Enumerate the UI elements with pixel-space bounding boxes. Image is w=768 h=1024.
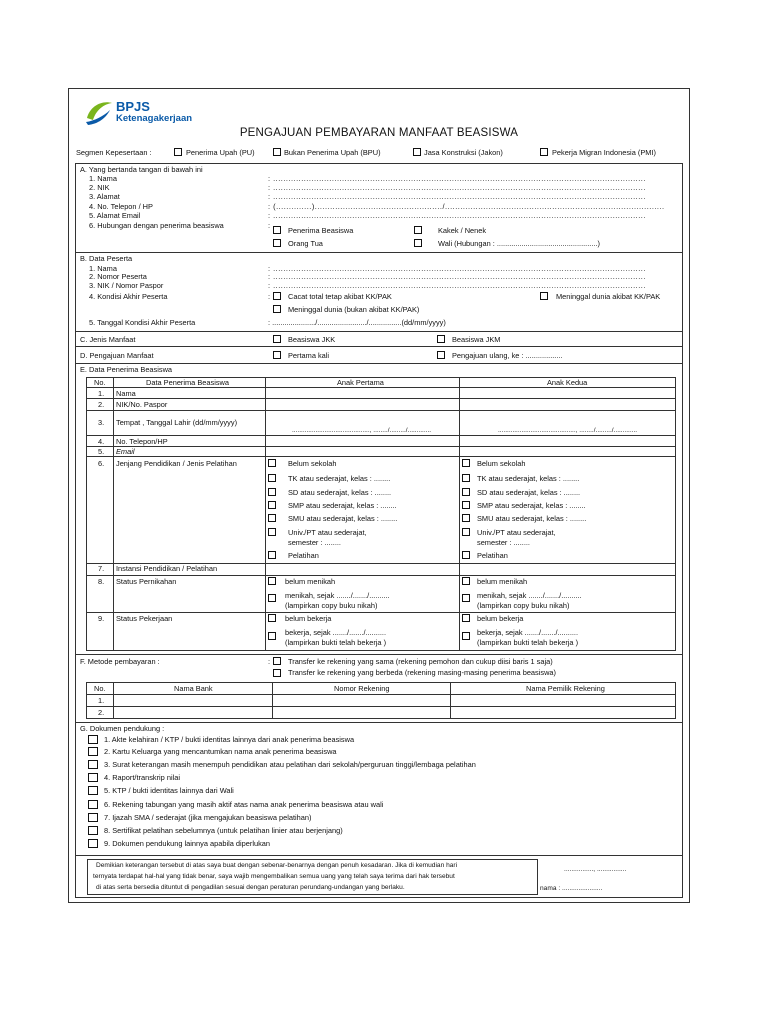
logo-brand: BPJS	[116, 99, 150, 114]
nikah1-note: (lampirkan copy buku nikah)	[285, 601, 378, 610]
jenjang2-smu-checkbox[interactable]	[462, 514, 470, 522]
a-alamat-label: 3. Alamat	[89, 192, 120, 201]
kerja2-belum-label: belum bekerja	[477, 614, 524, 623]
pengajuan-ulang-checkbox[interactable]	[437, 351, 445, 359]
jenjang1-semester-label: semester : ........	[288, 538, 341, 547]
nikah1-belum-label: belum menikah	[285, 577, 336, 586]
table-e-row-label: Instansi Pendidikan / Pelatihan	[116, 564, 218, 573]
table-e-row-label: Status Pernikahan	[116, 577, 177, 586]
table-e-row-label: Tempat , Tanggal Lahir (dd/mm/yyyy)	[116, 418, 238, 427]
nikah2-belum-label: belum menikah	[477, 577, 528, 586]
table-e-row-no: 3.	[98, 418, 105, 427]
a-telepon-label: 4. No. Telepon / HP	[89, 202, 153, 211]
jenjang2-smp-label: SMP atau sederajat, kelas : ........	[477, 501, 586, 510]
b-nik-label: 3. NIK / Nomor Paspor	[89, 281, 164, 290]
table-e-row-no: 7.	[98, 564, 105, 573]
a-hubungan-label: 6. Hubungan dengan penerima beasiswa	[89, 221, 224, 230]
dok-label: 9. Dokumen pendukung lainnya apabila diperlukan	[104, 839, 270, 848]
dok-label: 8. Sertifikat pelatihan sebelumnya (untuk pelatihan linier atau berjenjang)	[104, 826, 343, 835]
table-e-header-no: No.	[94, 378, 106, 387]
b-nomor-label: 2. Nomor Peserta	[89, 272, 147, 281]
table-e-col-divider	[459, 377, 460, 651]
declaration-line: di atas serta bersedia dituntut di pengadilan sesuai dengan peraturan perundang-undangan yang berlaku.	[96, 884, 405, 891]
table-e-row-no: 4.	[98, 437, 105, 446]
jenjang1-sd-checkbox[interactable]	[268, 488, 276, 496]
table-e-row-label: No. Telepon/HP	[116, 437, 168, 446]
pengajuan-ulang-label: Pengajuan ulang, ke : ..................	[452, 351, 563, 360]
bpjs-logo-icon	[84, 98, 114, 126]
table-f-row-no: 1.	[98, 696, 105, 705]
kondisi-meninggal-kk-checkbox[interactable]	[540, 292, 548, 300]
a-email-field[interactable]: : ..................................................................................................................................................	[268, 211, 646, 220]
section-c-title: C. Jenis Manfaat	[80, 335, 136, 344]
transfer-sama-checkbox[interactable]	[273, 657, 281, 665]
jenjang1-smu-checkbox[interactable]	[268, 514, 276, 522]
table-e-row-no: 5.	[98, 447, 105, 456]
jenjang1-belum-checkbox[interactable]	[268, 459, 276, 467]
table-e-row-no: 6.	[98, 459, 105, 468]
a-nama-label: 1. Nama	[89, 174, 117, 183]
beasiswa-jkk-label: Beasiswa JKK	[288, 335, 336, 344]
dok-label: 6. Rekening tabungan yang masih aktif atas nama anak penerima beasiswa atau wali	[104, 800, 384, 809]
dok-checkbox[interactable]	[88, 800, 98, 809]
jenjang2-smu-label: SMU atau sederajat, kelas : ........	[477, 514, 587, 523]
section-e-title: E. Data Penerima Beasiswa	[80, 365, 173, 374]
kondisi-cacat-label: Cacat total tetap akibat KK/PAK	[288, 292, 392, 301]
table-e-row-no: 1.	[98, 389, 105, 398]
ttl-anak2-field[interactable]: ..........................................., ......../........./.............	[498, 427, 638, 434]
table-e-row-label: Nama	[116, 389, 136, 398]
section-f-colon: :	[268, 657, 271, 666]
rel-wali-label: Wali (Hubungan : .................................................)	[438, 239, 600, 248]
dok-checkbox[interactable]	[88, 839, 98, 848]
a-telepon-field[interactable]: : (..............)................................................../......................................................................................	[268, 202, 665, 211]
b-kondisi-colon: :	[268, 292, 271, 301]
section-b-title: B. Data Peserta	[80, 254, 133, 263]
segmen-pmi-checkbox[interactable]	[540, 148, 548, 156]
bpjs-logo	[84, 98, 234, 126]
kerja1-belum-checkbox[interactable]	[268, 614, 276, 622]
transfer-beda-label: Transfer ke rekening yang berbeda (rekening masing-masing penerima beasiswa)	[288, 668, 556, 677]
jenjang1-sd-label: SD atau sederajat, kelas : ........	[288, 488, 392, 497]
table-e-col-divider	[113, 377, 114, 651]
nikah2-note: (lampirkan copy buku nikah)	[477, 601, 570, 610]
dok-checkbox[interactable]	[88, 747, 98, 756]
transfer-sama-label: Transfer ke rekening yang sama (rekening pemohon dan cukup diisi baris 1 saja)	[288, 657, 553, 666]
table-e-row-label: NIK/No. Paspor	[116, 400, 168, 409]
section-a-title: A. Yang bertanda tangan di bawah ini	[80, 165, 203, 174]
signature-name[interactable]: nama : ......................	[540, 885, 603, 892]
segmen-bpu-checkbox[interactable]	[273, 148, 281, 156]
dok-label: 1. Akte kelahiran / KTP / bukti identitas lainnya dari anak penerima beasiswa	[104, 735, 355, 744]
kondisi-meninggal-label: Meninggal dunia (bukan akibat KK/PAK)	[288, 305, 420, 314]
jenjang2-tk-label: TK atau sederajat, kelas : ........	[477, 474, 580, 483]
a-hubungan-colon: :	[268, 221, 271, 230]
segmen-pu-checkbox[interactable]	[174, 148, 182, 156]
kerja2-belum-checkbox[interactable]	[462, 614, 470, 622]
beasiswa-jkm-label: Beasiswa JKM	[452, 335, 501, 344]
kerja2-bekerja-checkbox[interactable]	[462, 632, 470, 640]
jenjang2-belum-checkbox[interactable]	[462, 459, 470, 467]
dok-checkbox[interactable]	[88, 760, 98, 769]
table-e-col-divider	[265, 377, 266, 651]
segmen-pu-label: Penerima Upah (PU)	[186, 148, 255, 157]
table-f-header-no: No.	[94, 684, 106, 693]
nikah2-belum-checkbox[interactable]	[462, 577, 470, 585]
beasiswa-jkk-checkbox[interactable]	[273, 335, 281, 343]
table-e-row-divider	[86, 387, 676, 388]
section-d-title: D. Pengajuan Manfaat	[80, 351, 154, 360]
table-e-header-anak2: Anak Kedua	[547, 378, 588, 387]
nikah2-menikah-checkbox[interactable]	[462, 594, 470, 602]
dok-label: 3. Surat keterangan masih menempuh pendidikan atau pelatihan dari sekolah/perguruan tinggi/lembaga pelatihan	[104, 760, 476, 769]
segmen-jakon-checkbox[interactable]	[413, 148, 421, 156]
segmen-bpu-label: Bukan Penerima Upah (BPU)	[284, 148, 381, 157]
jenjang1-pelatihan-checkbox[interactable]	[268, 551, 276, 559]
segmen-jakon-label: Jasa Konstruksi (Jakon)	[424, 148, 503, 157]
table-f-header-bank: Nama Bank	[174, 684, 213, 693]
kerja1-bekerja-checkbox[interactable]	[268, 632, 276, 640]
nikah2-menikah-label: menikah, sejak ......./......./..........	[477, 591, 582, 600]
jenjang1-pelatihan-label: Pelatihan	[288, 551, 319, 560]
jenjang1-smu-label: SMU atau sederajat, kelas : ........	[288, 514, 398, 523]
jenjang2-univ-label: Univ./PT atau sederajat,	[477, 528, 556, 537]
rel-wali-checkbox[interactable]	[414, 239, 422, 247]
a-alamat-field[interactable]: : ..................................................................................................................................................	[268, 192, 646, 201]
table-e-row-divider	[86, 398, 676, 399]
table-e-header-anak1: Anak Pertama	[337, 378, 384, 387]
dok-checkbox[interactable]	[88, 786, 98, 795]
rel-kakek-checkbox[interactable]	[414, 226, 422, 234]
table-f-row-no: 2.	[98, 708, 105, 717]
table-e-row-no: 8.	[98, 577, 105, 586]
table-e-row-label: Status Pekerjaan	[116, 614, 173, 623]
table-e-row-divider	[86, 446, 676, 447]
section-g-title: G. Dokumen pendukung :	[80, 724, 165, 733]
table-e-row-divider	[86, 435, 676, 436]
a-nik-field[interactable]: : ..................................................................................................................................................	[268, 183, 646, 192]
jenjang2-sd-label: SD atau sederajat, kelas : ........	[477, 488, 581, 497]
jenjang1-smp-checkbox[interactable]	[268, 501, 276, 509]
signature-place-date[interactable]: ................, ................	[564, 866, 627, 873]
table-f-header-rekening: Nomor Rekening	[334, 684, 390, 693]
table-f-col-divider	[450, 682, 451, 719]
section-d-box	[75, 346, 683, 364]
dok-label: 7. Ijazah SMA / sederajat (jika mengajukan beasiswa pelatihan)	[104, 813, 312, 822]
nikah1-menikah-label: menikah, sejak ......./......./..........	[285, 591, 390, 600]
table-e-header-data: Data Penerima Beasiswa	[146, 378, 229, 387]
jenjang1-smp-label: SMP atau sederajat, kelas : ........	[288, 501, 397, 510]
kerja2-bekerja-label: bekerja, sejak ......./......./..........	[477, 628, 579, 637]
table-e-row-divider	[86, 575, 676, 576]
logo-sub: Ketenagakerjaan	[116, 113, 193, 124]
jenjang1-belum-label: Belum sekolah	[288, 459, 337, 468]
rel-orangtua-label: Orang Tua	[288, 239, 323, 248]
dok-checkbox[interactable]	[88, 826, 98, 835]
dok-checkbox[interactable]	[88, 735, 98, 744]
pertama-kali-label: Pertama kali	[288, 351, 330, 360]
table-f-col-divider	[272, 682, 273, 719]
jenjang2-semester-label: semester : ........	[477, 538, 530, 547]
b-nama-field[interactable]: : ..................................................................................................................................................	[268, 264, 646, 273]
b-tanggal-label: 5. Tanggal Kondisi Akhir Peserta	[89, 318, 196, 327]
table-f-col-divider	[113, 682, 114, 719]
jenjang1-univ-label: Univ./PT atau sederajat,	[288, 528, 367, 537]
b-kondisi-label: 4. Kondisi Akhir Peserta	[89, 292, 168, 301]
kerja1-belum-label: belum bekerja	[285, 614, 332, 623]
a-nik-label: 2. NIK	[89, 183, 110, 192]
jenjang1-tk-checkbox[interactable]	[268, 474, 276, 482]
rel-kakek-label: Kakek / Nenek	[438, 226, 487, 235]
pertama-kali-checkbox[interactable]	[273, 351, 281, 359]
dok-label: 5. KTP / bukti identitas lainnya dari Wali	[104, 786, 234, 795]
table-f-row-divider	[86, 694, 676, 695]
table-e-row-no: 2.	[98, 400, 105, 409]
b-nomor-field[interactable]: : ..................................................................................................................................................	[268, 272, 646, 281]
transfer-beda-checkbox[interactable]	[273, 669, 281, 677]
kerja1-note: (lampirkan bukti telah bekerja )	[285, 638, 387, 647]
table-e-row-divider	[86, 410, 676, 411]
jenjang2-sd-checkbox[interactable]	[462, 488, 470, 496]
segmen-label: Segmen Kepesertaan :	[76, 148, 152, 157]
jenjang1-tk-label: TK atau sederajat, kelas : ........	[288, 474, 391, 483]
beasiswa-jkm-checkbox[interactable]	[437, 335, 445, 343]
table-e-row-no: 9.	[98, 614, 105, 623]
table-f-header-pemilik: Nama Pemilik Rekening	[526, 684, 605, 693]
segmen-pmi-label: Pekerja Migran Indonesia (PMI)	[552, 148, 656, 157]
jenjang2-pelatihan-label: Pelatihan	[477, 551, 508, 560]
nikah1-menikah-checkbox[interactable]	[268, 594, 276, 602]
rel-orangtua-checkbox[interactable]	[273, 239, 281, 247]
rel-penerima-checkbox[interactable]	[273, 226, 281, 234]
jenjang2-pelatihan-checkbox[interactable]	[462, 551, 470, 559]
nikah1-belum-checkbox[interactable]	[268, 577, 276, 585]
table-e-row-label: Jenjang Pendidikan / Jenis Pelatihan	[116, 459, 237, 468]
jenjang2-univ-checkbox[interactable]	[462, 528, 470, 536]
jenjang1-univ-checkbox[interactable]	[268, 528, 276, 536]
ttl-anak1-field[interactable]: ..........................................., ......../........./.............	[292, 427, 432, 434]
declaration-line: ternyata terdapat hal-hal yang tidak benar, saya wajib mengembalikan semua uang yang telah saya terima dari hak tersebut	[93, 873, 455, 880]
jenjang2-belum-label: Belum sekolah	[477, 459, 526, 468]
dok-checkbox[interactable]	[88, 773, 98, 782]
table-e-row-divider	[86, 456, 676, 457]
kondisi-meninggal-kk-label: Meninggal dunia akibat KK/PAK	[556, 292, 661, 301]
kondisi-meninggal-checkbox[interactable]	[273, 305, 281, 313]
b-nik-field[interactable]: : ..................................................................................................................................................	[268, 281, 646, 290]
a-email-label: 5. Alamat Email	[89, 211, 141, 220]
dok-checkbox[interactable]	[88, 813, 98, 822]
declaration-line: Demikian keterangan tersebut di atas saya buat dengan sebenar-benarnya dengan penuh kesadaran. Jika di kemudian hari	[96, 862, 458, 869]
table-f-row-divider	[86, 706, 676, 707]
dok-label: 2. Kartu Keluarga yang mencantumkan nama anak penerima beasiswa	[104, 747, 337, 756]
kerja2-note: (lampirkan bukti telah bekerja )	[477, 638, 579, 647]
dok-label: 4. Raport/transkrip nilai	[104, 773, 180, 782]
b-tanggal-field[interactable]: : ...................../......................../................(dd/mm/yyyy)	[268, 318, 446, 327]
jenjang2-tk-checkbox[interactable]	[462, 474, 470, 482]
section-f-title: F. Metode pembayaran :	[80, 657, 160, 666]
b-nama-label: 1. Nama	[89, 264, 117, 273]
kerja1-bekerja-label: bekerja, sejak ......./......./..........	[285, 628, 387, 637]
table-e-row-label: Email	[116, 447, 135, 456]
jenjang2-smp-checkbox[interactable]	[462, 501, 470, 509]
table-e-row-divider	[86, 612, 676, 613]
a-nama-field[interactable]: : ..................................................................................................................................................	[268, 174, 646, 183]
rel-penerima-label: Penerima Beasiswa	[288, 226, 354, 235]
section-c-box	[75, 331, 683, 347]
form-title: PENGAJUAN PEMBAYARAN MANFAAT BEASISWA	[239, 127, 519, 139]
kondisi-cacat-checkbox[interactable]	[273, 292, 281, 300]
